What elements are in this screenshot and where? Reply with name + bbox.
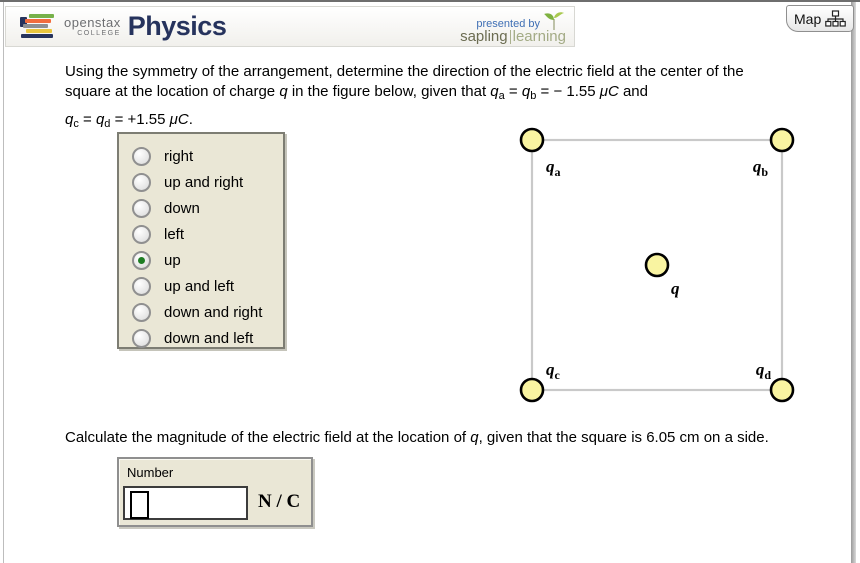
question-2-text: Calculate the magnitude of the electric field at the location of q, given that the square is 6.05 cm on a side.	[65, 429, 769, 446]
radio-button[interactable]	[132, 329, 151, 348]
number-field-label: Number	[127, 465, 174, 480]
radio-option-label: right	[164, 147, 194, 165]
input-caret-box	[130, 491, 149, 519]
radio-option-left[interactable]	[132, 221, 283, 247]
radio-button[interactable]	[132, 225, 151, 244]
radio-option-label: down and right	[164, 303, 263, 321]
sapling-divider	[510, 30, 511, 44]
presented-by-label: presented by	[476, 18, 540, 30]
course-title: Physics	[127, 11, 227, 41]
number-input[interactable]	[123, 486, 248, 520]
window-right-border	[851, 2, 856, 563]
label-q-center: q	[671, 279, 680, 298]
unit-label: N / C	[258, 491, 301, 512]
radio-option-label: up and right	[164, 173, 244, 191]
radio-button[interactable]	[132, 277, 151, 296]
radio-option-up[interactable]	[132, 247, 283, 273]
radio-option-down-and-left[interactable]	[132, 325, 283, 351]
sitemap-icon	[825, 10, 846, 27]
openstax-books-icon	[20, 13, 56, 40]
label-qa: $q_a$	[546, 157, 561, 179]
charge-qb-circle	[771, 129, 793, 151]
radio-option-down[interactable]	[132, 195, 283, 221]
charge-qd-circle	[771, 379, 793, 401]
radio-option-label: down and left	[164, 329, 254, 347]
radio-button[interactable]	[132, 173, 151, 192]
direction-options-box	[117, 132, 285, 349]
radio-option-down-and-right[interactable]	[132, 299, 283, 325]
charge-q-circle	[646, 254, 668, 276]
openstax-logo	[20, 11, 226, 42]
charge-square-diagram	[505, 112, 815, 412]
charge-qc-circle	[521, 379, 543, 401]
radio-button[interactable]	[132, 303, 151, 322]
question-1-line-2: square at the location of charge q in the figure below, given that $q_a = q_b$ = − 1.55 μC and	[65, 83, 648, 102]
radio-option-up-and-right[interactable]	[132, 169, 283, 195]
radio-option-label: up and left	[164, 277, 235, 295]
sapling-learning-logo	[460, 11, 566, 44]
map-button-label: Map	[794, 10, 822, 27]
brand-openstax: openstax	[64, 15, 121, 30]
header	[5, 6, 575, 47]
radio-option-label: down	[164, 199, 200, 217]
radio-dot	[138, 257, 145, 264]
answer-panel	[117, 457, 313, 527]
radio-button[interactable]	[132, 199, 151, 218]
map-button[interactable]	[786, 5, 854, 32]
radio-option-up-and-left[interactable]	[132, 273, 283, 299]
charge-qa-circle	[521, 129, 543, 151]
question-1-line-1: Using the symmetry of the arrangement, determine the direction of the electric field at the center of the	[65, 63, 744, 80]
learning-label: learning	[512, 28, 566, 45]
question-1-line-3: $q_c = q_d = +1.55$ μC.	[65, 111, 193, 130]
radio-button[interactable]	[132, 147, 151, 166]
label-qc: $q_c$	[546, 360, 560, 382]
brand-college: COLLEGE	[77, 30, 121, 37]
sapling-label: sapling	[460, 28, 508, 45]
radio-option-label: left	[164, 225, 185, 243]
window-left-border	[3, 2, 4, 563]
radio-option-right[interactable]	[132, 143, 283, 169]
label-qd: $q_d$	[755, 360, 771, 382]
radio-button[interactable]	[132, 251, 151, 270]
radio-option-label: up	[164, 251, 181, 269]
label-qb: $q_b$	[752, 157, 768, 179]
